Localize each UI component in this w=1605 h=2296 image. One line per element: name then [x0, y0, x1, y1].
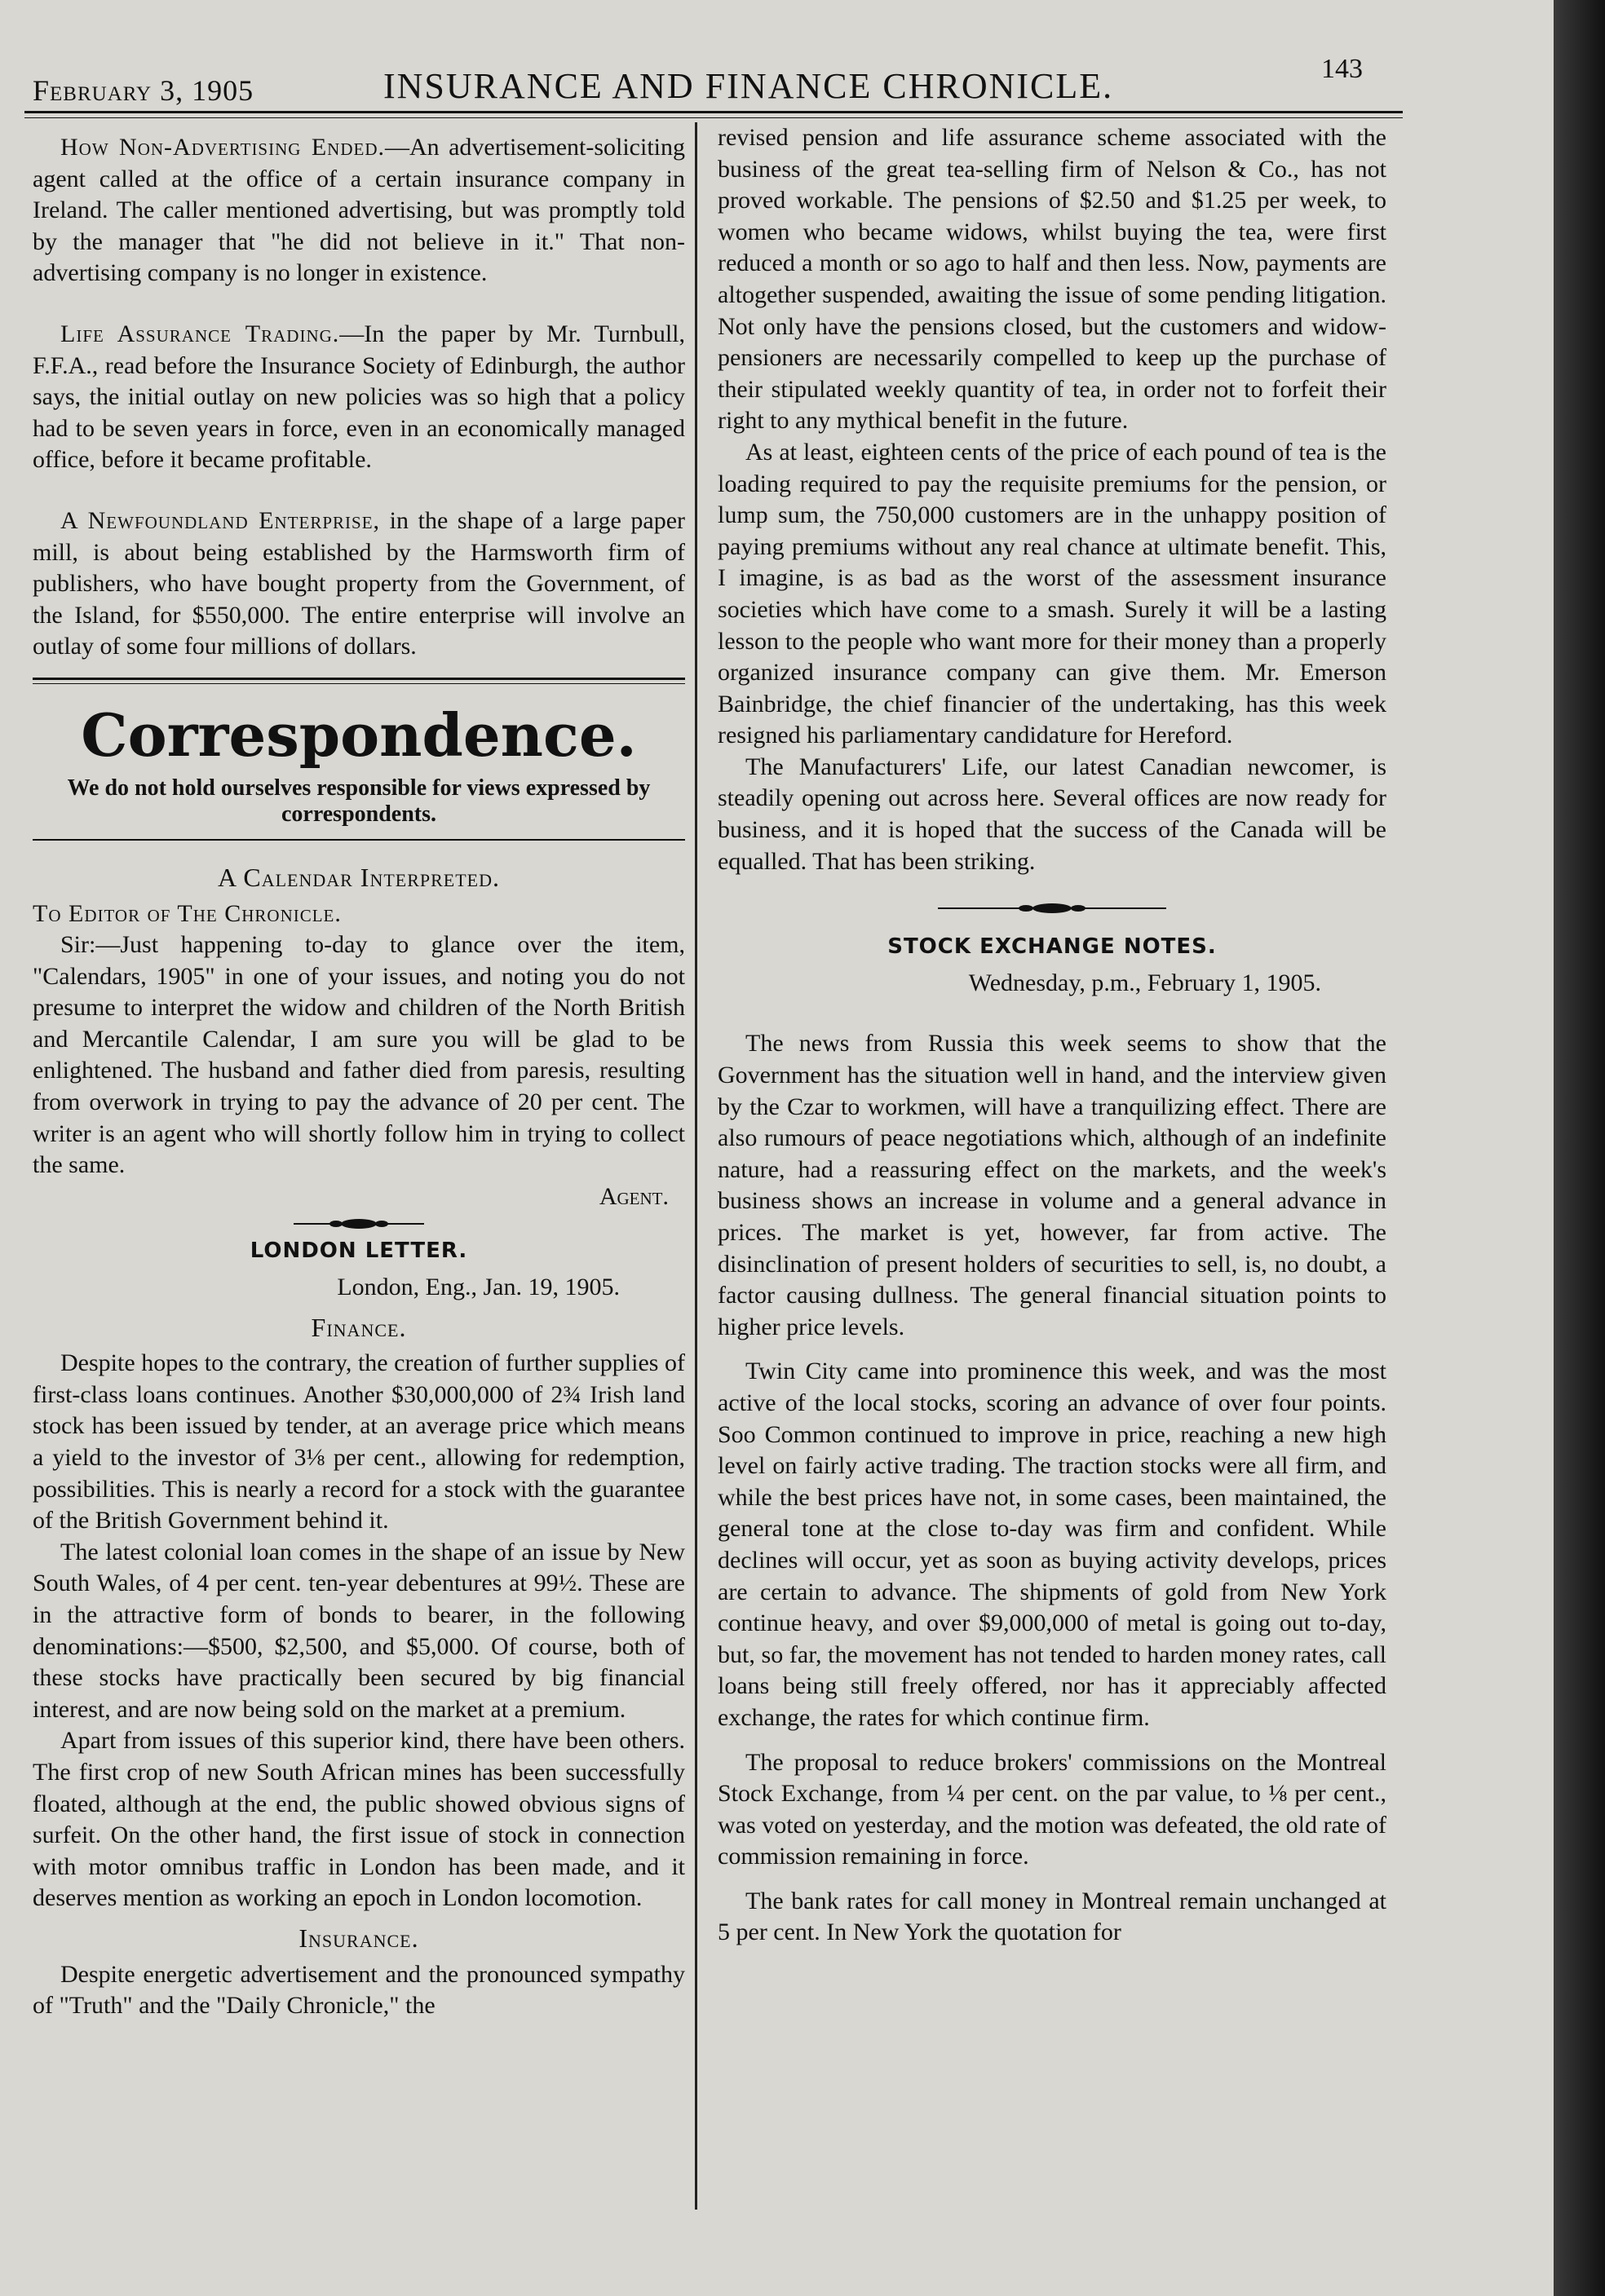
issue-date: February 3, 1905 — [33, 74, 254, 107]
page-number: 143 — [1321, 54, 1363, 84]
section-rule — [33, 678, 685, 684]
continued-paragraph: The Manufacturers' Life, our latest Canadian newcomer, is steadily opening out across here. Several offices are now ready for business, and it is hoped that the success of the Canada will be equalled. That has been striking. — [718, 753, 1386, 875]
right-column — [718, 122, 1386, 1949]
london-letter-dateline: London, Eng., Jan. 19, 1905. — [337, 1274, 620, 1301]
header-rule — [24, 111, 1403, 113]
continued-paragraph: revised pension and life assurance scheme associated with the business of the great tea-selling firm of Nelson & Co., has not proved workable. The pensions of $2.50 and $1.25 per week, to women who became widows, whilst buying the tea, were first reduced a month or so ago to half and then less. Now, payments are altogether suspended, awaiting the issue of some pending litigation. Not only have the pensions closed, but the customers and widow-pensioners are necessarily compelled to keep up the purchase of their stipulated weekly quantity of tea, in order not to forfeit their right to any mythical benefit in the future. — [718, 124, 1386, 435]
column-separator — [695, 122, 697, 2210]
item-newfoundland-enterprise — [33, 506, 685, 663]
stock-paragraph: Twin City came into prominence this week, and was the most active of the local stocks, scoring an advance of over four points. Soo Common continued to improve in price, reaching a new high level on fairly active trading. The traction stocks were all firm, and while the best prices have not, in some cases, been maintained, the general tone at the close to-day was firm and confident. While declines will occur, yet as soon as buying activity develops, prices are certain to advance. The shipments of gold from New York continue heavy, and over $9,000,000 of metal is going out to-day, but, so far, the movement has not tended to harden money rates, call loans being still freely offered, nor has it appreciably affected exchange, the rates for which continue firm. — [718, 1358, 1386, 1731]
item-lead: Life Assurance Trading. — [60, 320, 340, 347]
letter-body: Sir:—Just happening to-day to glance over the item, "Calendars, 1905" in one of your issues, and noting you do not presume to interpret the widow and children of the North British and Mercantile Calendar, I am sure you will be glad to be enlightened. The husband and father died from paresis, resulting from overwork in trying to pay the advance of 20 per cent. The writer is an agent who will shortly follow him in trying to collect the same. — [33, 931, 685, 1179]
stock-paragraph: The bank rates for call money in Montreal remain unchanged at 5 per cent. In New York the quotation for — [718, 1887, 1386, 1946]
item-text: —An advertisement-soliciting agent called at the office of a certain insurance company in Ireland. The caller mentioned advertising, but was promptly told by the manager that "he did not believe in it." That non-advertising company is no longer in existence. — [33, 134, 685, 287]
page-header — [24, 51, 1403, 116]
correspondence-heading: Correspondence. — [81, 700, 637, 770]
stock-paragraph: The news from Russia this week seems to show that the Government has the situation well in hand, and the interview given by the Czar to workmen, will have a tranquilizing effect. There are also rumours of peace negotiations which, although of an indefinite nature, had a reassuring effect on the markets, and the week's business shows an increase in volume and a general advance in prices. The market is yet, however, far from active. The disinclination of present holders of securities to sell, is, no doubt, a factor causing dullness. The general financial situation points to higher price levels. — [718, 1030, 1386, 1340]
ornament-divider-icon — [938, 902, 1166, 915]
finance-paragraph: Apart from issues of this superior kind, there have been others. The first crop of new South African mines has been successfully floated, although at the end, the public showed obvious signs of surfeit. On the other hand, the first issue of stock in connection with motor omnibus traffic in London has been made, and it deserves mention as working an epoch in London locomotion. — [33, 1727, 685, 1912]
header-rule-thin — [24, 117, 1403, 118]
item-text: in the shape of a large paper mill, is about being established by the Harmsworth firm of publishers, who have bought property from the Government, of the Island, for $550,000. The entire enterprise will involve an outlay of some four millions of dollars. — [33, 506, 685, 660]
ornament-divider-icon — [294, 1217, 424, 1230]
stock-exchange-dateline: Wednesday, p.m., February 1, 1905. — [968, 969, 1321, 996]
finance-paragraph: Despite hopes to the contrary, the creation of further supplies of first-class loans continues. Another $30,000,000 of 2¾ Irish land stock has been issued by tender, at an average price which means a yield to the investor of 3⅛ per cent., allowing for redemption, possibilities. This is nearly a record for a stock with the guarantee of the British Government behind it. — [33, 1349, 685, 1534]
stock-paragraph: The proposal to reduce brokers' commissions on the Montreal Stock Exchange, from ¼ per cent. on the par value, to ⅛ per cent., was voted on yesterday, and the motion was defeated, the old rate of commission remaining in force. — [718, 1748, 1386, 1870]
finance-subheading: Finance. — [311, 1312, 407, 1342]
item-life-assurance-trading — [33, 319, 685, 476]
insurance-paragraph: Despite energetic advertisement and the pronounced sympathy of "Truth" and the "Daily Chronicle," the — [33, 1960, 685, 2020]
stock-exchange-heading: STOCK EXCHANGE NOTES. — [887, 934, 1217, 960]
continued-paragraph: As at least, eighteen cents of the price of each pound of tea is the loading required to pay the requisite premiums for the pension, or lump sum, the 750,000 customers are in the unhappy position of paying premiums without any real chance at ultimate benefit. This, I imagine, is as bad as the worst of the assessment insurance societies which have come to a smash. Surely it will be a lasting lesson to the people who want more for their money than a properly organized insurance company can give them. Mr. Emerson Bainbridge, the chief financier of the undertaking, has this week resigned his parliamentary candidature for Hereford. — [718, 438, 1386, 749]
item-lead: A Newfoundland Enterprise, — [60, 506, 381, 534]
item-lead: How Non-Advertising Ended. — [60, 134, 385, 161]
finance-paragraph: The latest colonial loan comes in the shape of an issue by New South Wales, of 4 per cent. ten-year debentures at 99½. These are in the attractive form of bonds to bearer, in the following denominations:—$500, $2,500, and $5,000. Of course, both of these stocks have practically been secured by big financial interest, and are now being sold on the market at a premium. — [33, 1538, 685, 1723]
london-letter-heading: LONDON LETTER. — [250, 1239, 468, 1264]
letter-title: A Calendar Interpreted. — [218, 862, 500, 892]
book-edge — [1554, 0, 1605, 2296]
correspondence-rule — [33, 839, 685, 841]
correspondence-disclaimer: We do not hold ourselves responsible for views expressed by correspondents. — [67, 775, 651, 827]
publication-title: INSURANCE AND FINANCE CHRONICLE. — [383, 66, 1114, 106]
item-text: —In the paper by Mr. Turnbull, F.F.A., read before the Insurance Society of Edinburgh, the author says, the initial outlay on new policies was so high that a policy had to be seven years in force, even in an economically managed office, before it became profitable. — [33, 320, 685, 474]
letter-salutation: To Editor of The Chronicle. — [33, 899, 342, 927]
insurance-subheading: Insurance. — [298, 1923, 419, 1953]
left-column — [33, 132, 685, 2022]
letter-signature: Agent. — [599, 1182, 669, 1210]
item-non-advertising — [33, 132, 685, 289]
